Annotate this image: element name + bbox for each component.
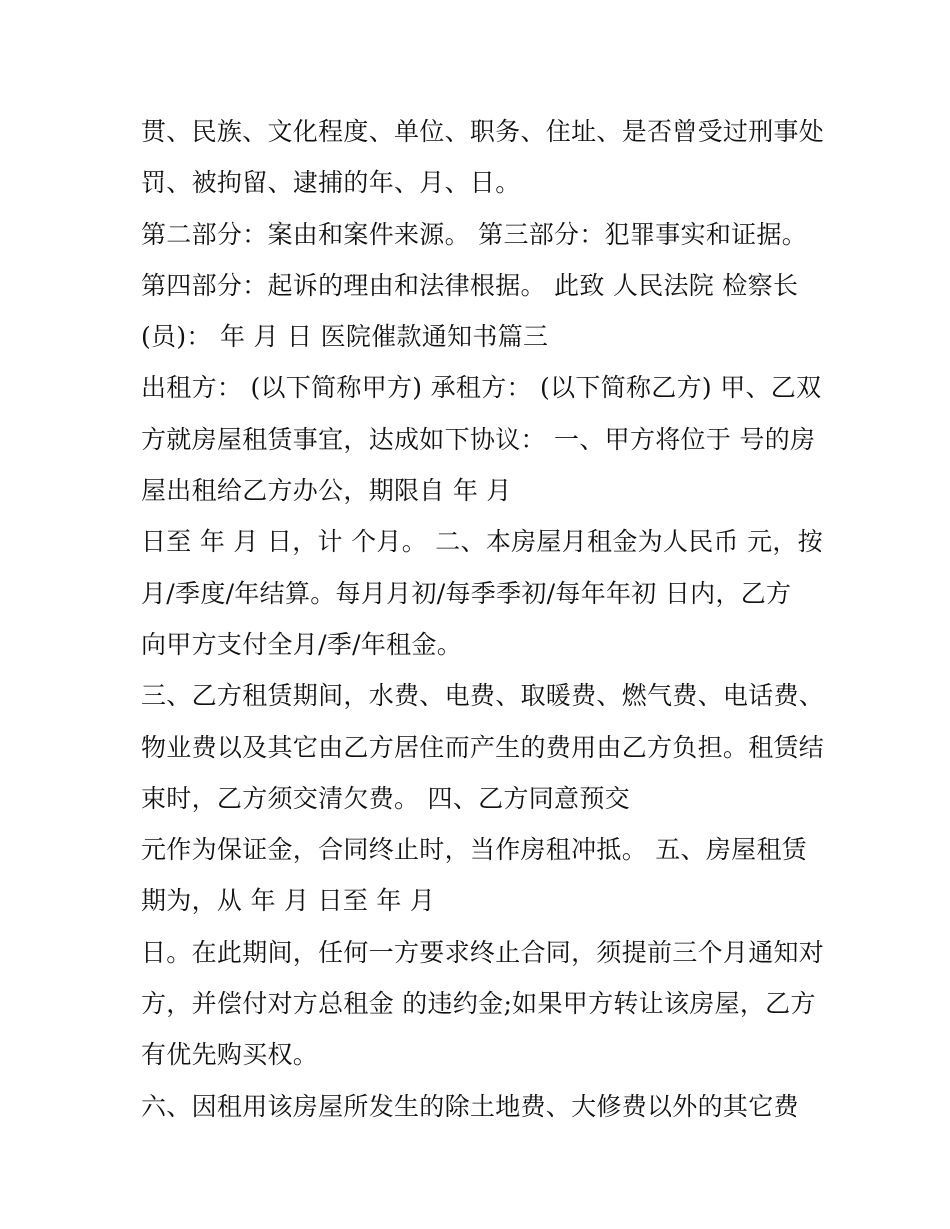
- text-line: 向甲方支付全月/季/年租金。: [141, 629, 463, 659]
- text-line: 第二部分：案由和案件来源。 第三部分：犯罪事实和证据。: [141, 219, 808, 249]
- text-line: 有优先购买权。: [141, 1040, 319, 1070]
- text-line: 出租方： (以下简称甲方) 承租方： (以下简称乙方) 甲、乙双: [141, 373, 822, 403]
- text-line: 贯、民族、文化程度、单位、职务、住址、是否曾受过刑事处: [141, 117, 825, 146]
- text-line: 六、因租用该房屋所发生的除土地费、大修费以外的其它费: [141, 1091, 799, 1121]
- text-line: 日。在此期间，任何一方要求终止合同，须提前三个月通知对: [141, 937, 825, 967]
- text-line: 方就房屋租赁事宜，达成如下协议： 一、甲方将位于 号的房: [141, 424, 816, 454]
- text-line: 物业费以及其它由乙方居住而产生的费用由乙方负担。租赁结: [141, 732, 825, 762]
- text-line: 三、乙方租赁期间，水费、电费、取暖费、燃气费、电话费、: [141, 681, 825, 711]
- text-line: 屋出租给乙方办公，期限自 年 月: [141, 476, 512, 506]
- text-line: 第四部分：起诉的理由和法律根据。 此致 人民法院 检察长: [141, 270, 799, 300]
- text-line: 束时，乙方须交清欠费。 四、乙方同意预交: [141, 783, 630, 813]
- text-line: 罚、被拘留、逮捕的年、月、日。: [141, 168, 521, 198]
- text-line: 期为，从 年 月 日至 年 月: [141, 886, 436, 916]
- text-line: 方，并偿付对方总租金 的违约金;如果甲方转让该房屋，乙方: [141, 989, 816, 1019]
- text-line: 月/季度/年结算。每月月初/每季季初/每年年初 日内，乙方: [141, 578, 792, 608]
- text-line: 日至 年 月 日，计 个月。 二、本房屋月租金为人民币 元，按: [141, 527, 823, 557]
- text-line: (员)： 年 月 日 医院催款通知书篇三: [141, 322, 549, 352]
- document-body: [141, 106, 825, 1132]
- text-line: 元作为保证金，合同终止时，当作房租冲抵。 五、房屋租赁: [141, 835, 808, 865]
